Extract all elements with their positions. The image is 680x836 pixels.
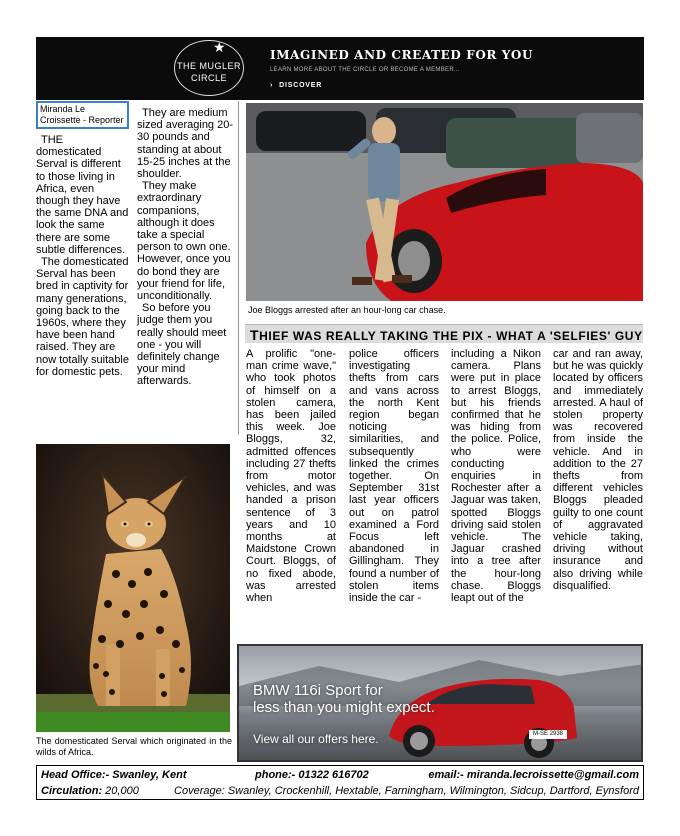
phone-number: phone:- 01322 616702 [255, 769, 369, 781]
paragraph: So before you judge them you really should meet one - you will definitely change your mind afterwards. [137, 302, 227, 388]
paragraph: The domesticated Serval has been bred in captivity for many generations, going back to the 1960s, where they have been hand raised. They are now totally suitable for domestic pets. [36, 256, 129, 378]
bmw-advert[interactable] [237, 644, 643, 762]
circulation-label: Circulation: [41, 785, 103, 797]
article-column-2: police officers investigating thefts from cars and vans across the north Kent region began noticing similarities, and subsequently linked the crimes together. On September 31st last year officers out on patrol examined a Ford Focus left abandoned in Gillingham. They found a number of stolen items inside the car - [349, 348, 439, 605]
logo-line-2: CIRCLE [190, 73, 227, 83]
paragraph: They make extraordinary companions, although it does take a special person to own one. However, once you do bond they are your friend for life, unconditionally. [137, 180, 231, 303]
star-icon: ★ [213, 39, 226, 55]
circulation-value: 20,000 [102, 785, 139, 797]
footer-distribution-row [41, 783, 639, 799]
email-address[interactable]: email:- miranda.lecroissette@gmail.com [428, 769, 639, 781]
column-divider [238, 101, 239, 435]
paragraph: THE domesticated Serval is different to those living in Africa, even though they have the same DNA and look the same there are some subtle differences. [36, 134, 129, 256]
serval-article-column-2 [137, 107, 234, 388]
head-office: Head Office:- Swanley, Kent [41, 769, 187, 781]
ad-offers-link[interactable]: View all our offers here. [253, 732, 379, 746]
ad-line-2: less than you might expect. [253, 699, 435, 716]
banner-subline[interactable]: LEARN MORE ABOUT THE CIRCLE OR BECOME A MEMBER... [270, 67, 460, 73]
banner-headline: IMAGINED AND CREATED FOR YOU [270, 48, 534, 62]
chevron-right-icon: › [270, 82, 274, 89]
ad-line-1: BMW 116i Sport for [253, 682, 383, 699]
article-column-1: A prolific "one-man crime wave," who took photos of himself on a stolen camera, has been jailed this week. Joe Bloggs, 32, admitted offences including 27 thefts from motor vehicles, and was handed a prison sentence of 3 years and 10 months at Maidstone Crown Court. Bloggs, of no fixed abode, was arrested when [246, 348, 336, 605]
serval-photo-caption: The domesticated Serval which originated in the wilds of Africa. [36, 736, 232, 757]
mugler-banner-ad[interactable] [36, 37, 644, 100]
coverage-areas: Coverage: Swanley, Crockenhill, Hextable, Farningham, Wilmington, Sidcup, Dartford, Eynsford [174, 785, 639, 797]
serval-article-column-1 [36, 134, 130, 378]
paragraph: They are medium sized averaging 20-30 pounds and standing at about 15-25 inches at the shoulder. [137, 107, 234, 181]
reporter-byline: Miranda Le Croissette - Reporter [36, 101, 129, 129]
article-headline [245, 324, 643, 343]
article-column-4: car and ran away, but he was quickly located by officers and immediately arrested. A haul of stolen property was recovered from inside the vehicle. And in addition to the 27 thefts from different vehicles Bloggs pleaded guilty to one count of aggravated vehicle taking, driving without insurance and also driving while disqualified. [553, 348, 643, 592]
newspaper-footer [36, 765, 644, 800]
mugler-circle-logo [174, 40, 244, 96]
article-column-3: including a Nikon camera. Plans were put in place to arrest Bloggs, but his friends confirmed that he was hiding from the police. Police, who were conducting enquiries in Rochester after a Jaguar was taken, spotted Bloggs driving said stolen vehicle. The Jaguar crashed into a tree after the hour-long chase. Bloggs leapt out of the [451, 348, 541, 605]
footer-contact-row [41, 767, 639, 783]
logo-line-1: THE MUGLER [176, 61, 241, 71]
ad-headline [253, 682, 435, 716]
headline-text: HIEF WAS REALLY TAKING THE PIX - WHAT A 'SELFIES' GUY [259, 329, 643, 343]
licence-plate: M-SE 2938 [532, 731, 563, 737]
discover-label: DISCOVER [279, 82, 323, 89]
circulation [41, 783, 139, 799]
headline-initial: T [250, 327, 260, 343]
car-chase-photo [246, 103, 643, 301]
car-photo-caption: Joe Bloggs arrested after an hour-long car chase. [248, 305, 446, 315]
serval-photo [36, 444, 230, 732]
discover-link[interactable] [270, 82, 322, 89]
